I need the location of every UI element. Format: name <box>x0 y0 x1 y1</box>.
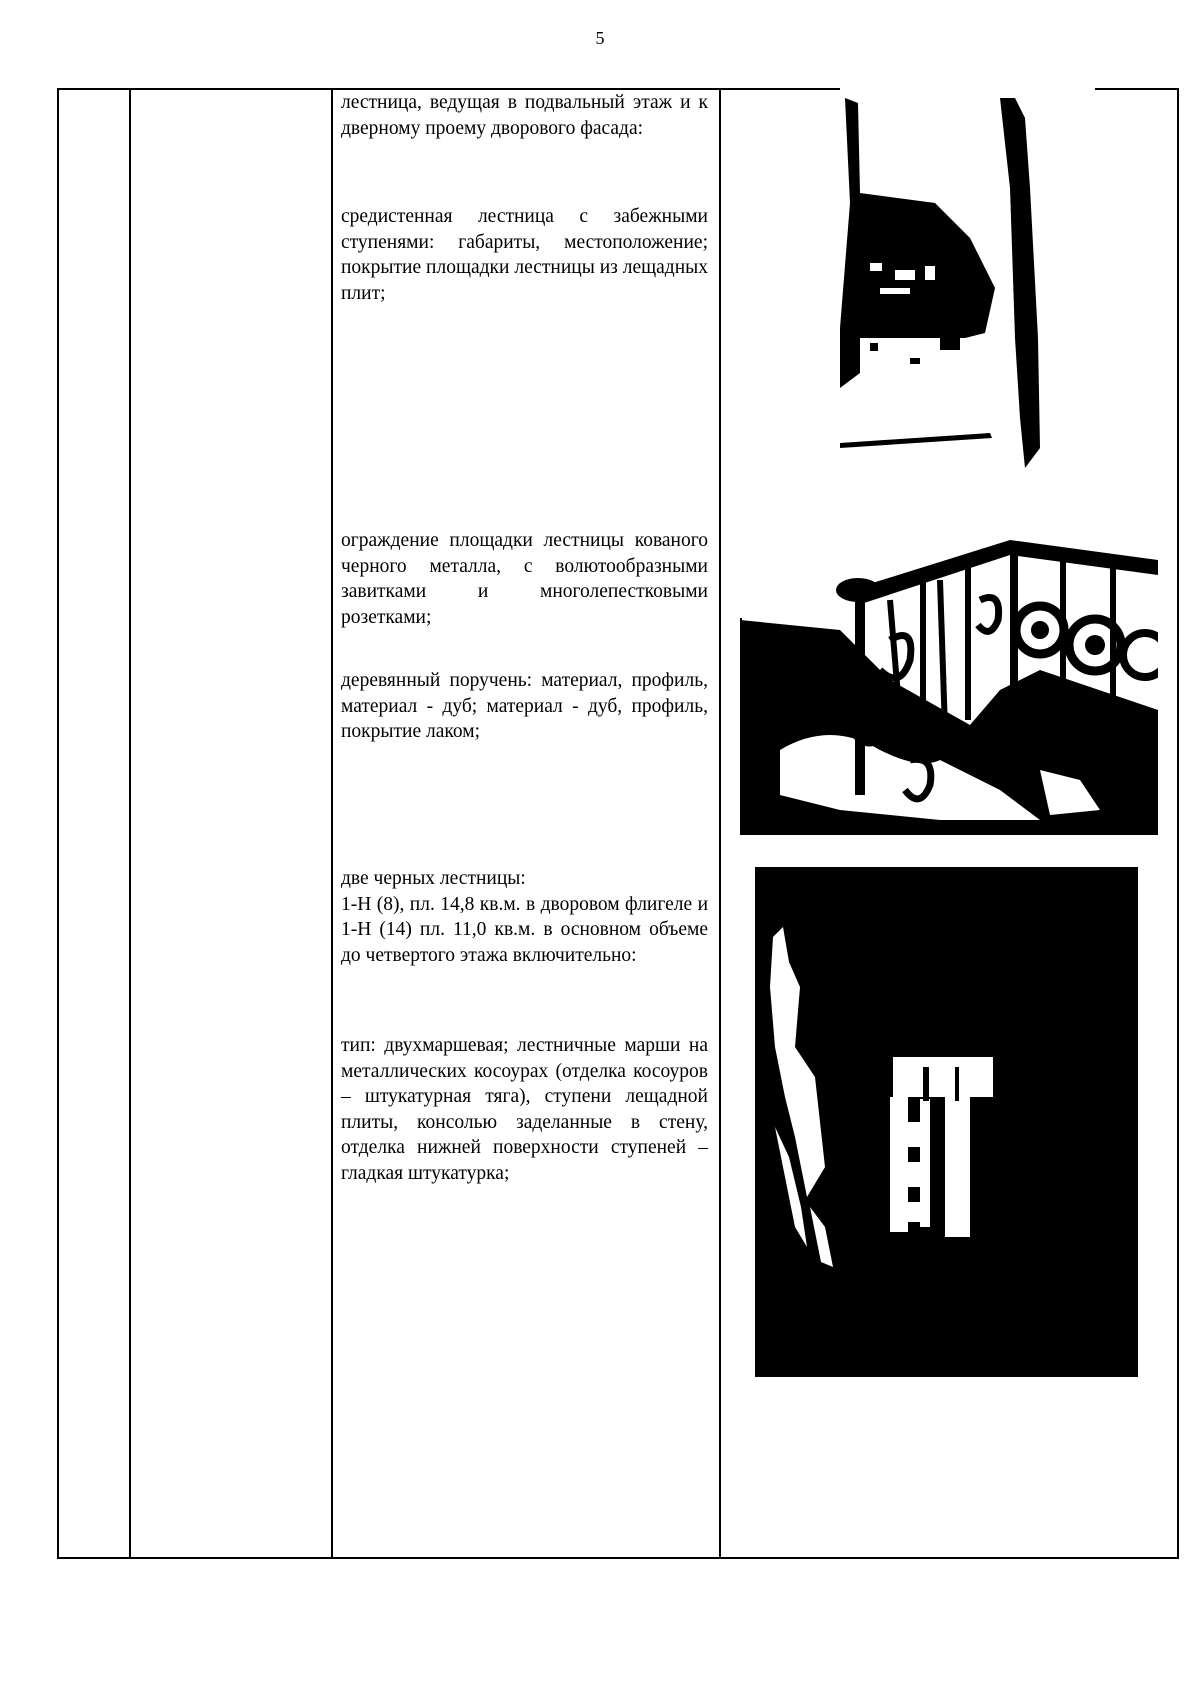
photo-service-stair-window <box>755 867 1138 1377</box>
text-inner-stair <box>341 204 708 306</box>
column-divider-3 <box>719 90 721 1557</box>
photo-basement-stair <box>840 88 1095 488</box>
text-basement-stair <box>341 90 708 141</box>
paragraph: две черных лестницы: <box>341 868 526 889</box>
paragraph: средистенная лестница с забежными ступенями: габариты, местоположение; покрытие площадки лестницы из лещадных плит; <box>341 206 708 304</box>
column-divider-1 <box>129 90 131 1557</box>
page-number: 5 <box>595 28 605 48</box>
paragraph: ограждение площадки лестницы кованого черного металла, с волютообразными завитками и многолепестковыми розетками; <box>341 530 708 628</box>
column-divider-2 <box>331 90 333 1557</box>
text-handrail <box>341 668 708 745</box>
paragraph: лестница, ведущая в подвальный этаж и к дверному проему дворового фасада: <box>341 92 708 139</box>
paragraph: тип: двухмаршевая; лестничные марши на металлических косоурах (отделка косоуров – штукатурная тяга), ступени лещадной плиты, консолью заделанные в стену, отделка нижней поверхности ступеней – гладкая штукатурка; <box>341 1035 708 1184</box>
paragraph: 1-Н (8), пл. 14,8 кв.м. в дворовом флигеле и 1-Н (14) пл. 11,0 кв.м. в основном объеме до четвертого этажа включительно: <box>341 893 708 966</box>
photo-wrought-iron-railing <box>740 520 1158 835</box>
text-railing <box>341 528 708 630</box>
text-service-stairs <box>341 866 708 968</box>
paragraph: деревянный поручень: материал, профиль, материал - дуб; материал - дуб, профиль, покрытие лаком; <box>341 670 708 742</box>
text-stair-type <box>341 1033 708 1186</box>
